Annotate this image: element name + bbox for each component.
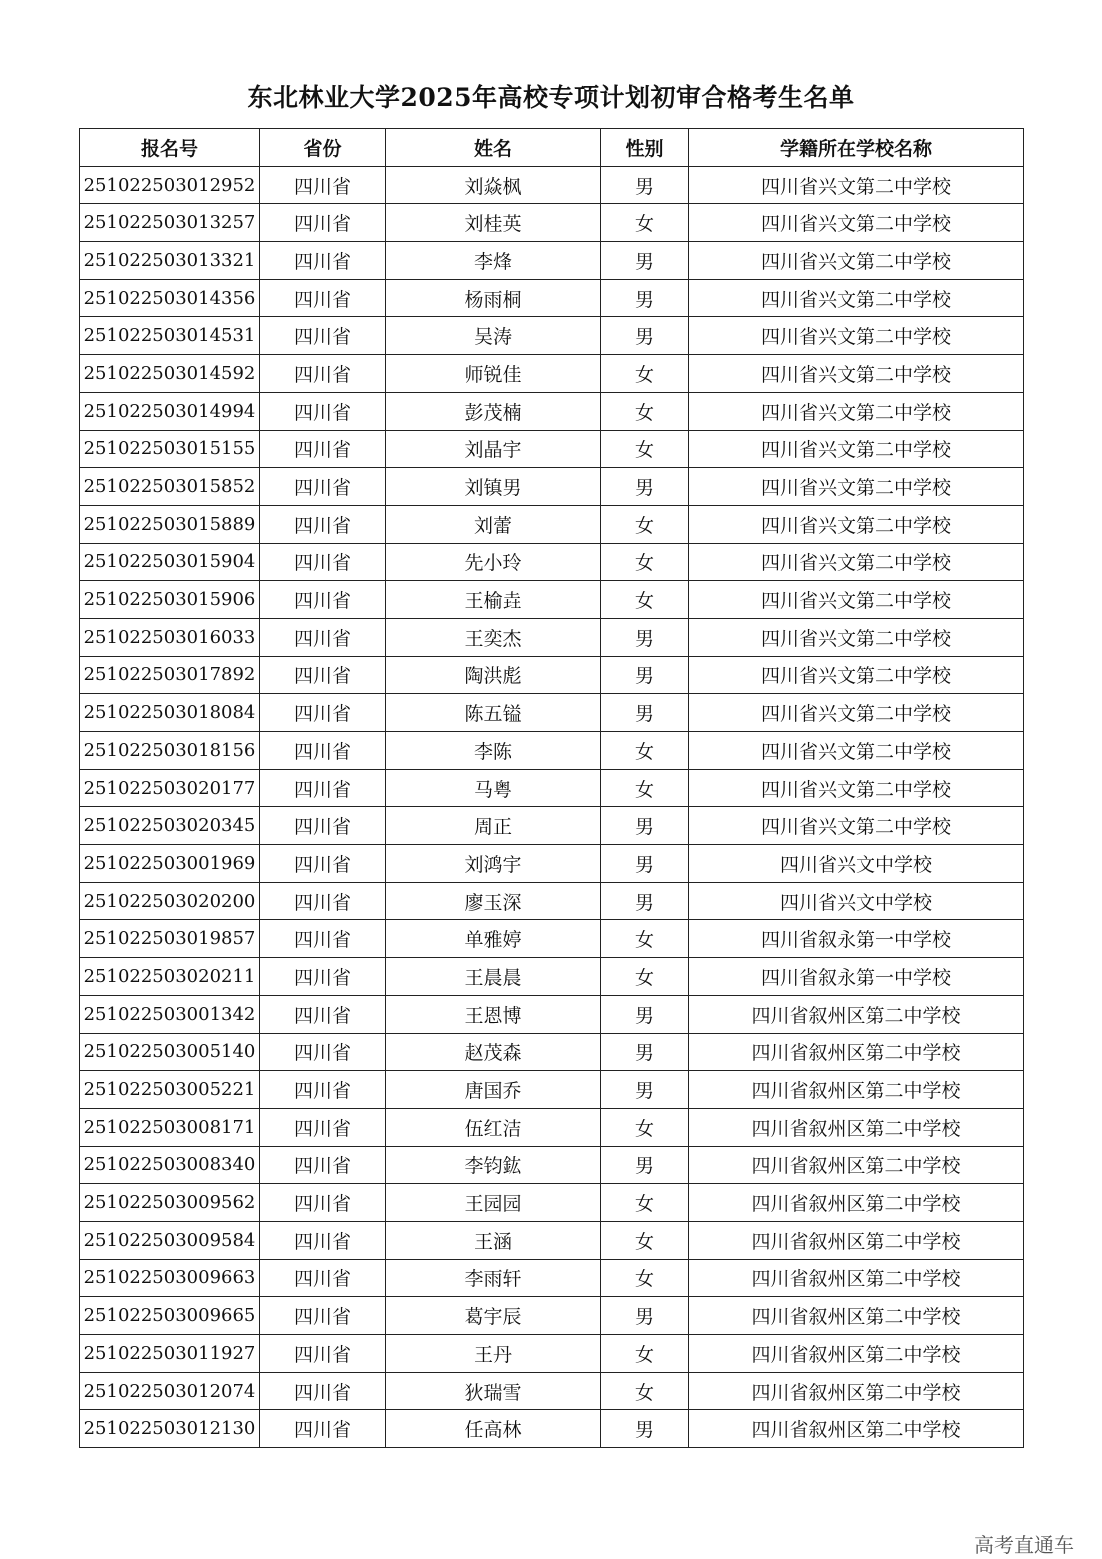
cell-school: 四川省兴文第二中学校 <box>689 543 1024 581</box>
cell-name: 刘焱枫 <box>386 166 601 204</box>
table-row <box>80 845 1024 883</box>
cell-gender: 女 <box>601 392 689 430</box>
cell-gender: 男 <box>601 279 689 317</box>
table-row <box>80 1297 1024 1335</box>
cell-school: 四川省叙州区第二中学校 <box>689 1184 1024 1222</box>
cell-gender: 女 <box>601 430 689 468</box>
cell-name: 赵茂森 <box>386 1033 601 1071</box>
cell-name: 刘桂英 <box>386 204 601 242</box>
cell-school: 四川省兴文第二中学校 <box>689 204 1024 242</box>
table-row <box>80 1184 1024 1222</box>
cell-province: 四川省 <box>260 1146 386 1184</box>
cell-registration-number: 251022503019857 <box>80 920 260 958</box>
cell-gender: 女 <box>601 1335 689 1373</box>
cell-gender: 男 <box>601 1033 689 1071</box>
cell-name: 杨雨桐 <box>386 279 601 317</box>
cell-school: 四川省叙永第一中学校 <box>689 920 1024 958</box>
cell-gender: 男 <box>601 166 689 204</box>
cell-school: 四川省兴文第二中学校 <box>689 317 1024 355</box>
cell-school: 四川省兴文第二中学校 <box>689 769 1024 807</box>
candidate-table <box>79 128 1024 1448</box>
cell-gender: 男 <box>601 694 689 732</box>
cell-school: 四川省叙州区第二中学校 <box>689 1410 1024 1448</box>
cell-school: 四川省兴文第二中学校 <box>689 392 1024 430</box>
cell-gender: 男 <box>601 468 689 506</box>
cell-province: 四川省 <box>260 958 386 996</box>
cell-school: 四川省叙州区第二中学校 <box>689 1146 1024 1184</box>
cell-registration-number: 251022503011927 <box>80 1335 260 1373</box>
cell-registration-number: 251022503005221 <box>80 1071 260 1109</box>
cell-gender: 女 <box>601 505 689 543</box>
cell-registration-number: 251022503014994 <box>80 392 260 430</box>
table-row <box>80 807 1024 845</box>
table-body <box>80 166 1024 1447</box>
cell-province: 四川省 <box>260 581 386 619</box>
cell-registration-number: 251022503009663 <box>80 1259 260 1297</box>
table-row <box>80 204 1024 242</box>
header-row <box>80 129 1024 167</box>
cell-province: 四川省 <box>260 618 386 656</box>
cell-registration-number: 251022503001342 <box>80 995 260 1033</box>
cell-province: 四川省 <box>260 995 386 1033</box>
cell-name: 李陈 <box>386 732 601 770</box>
cell-gender: 女 <box>601 1259 689 1297</box>
cell-gender: 男 <box>601 845 689 883</box>
cell-gender: 男 <box>601 317 689 355</box>
cell-registration-number: 251022503015852 <box>80 468 260 506</box>
cell-name: 吴涛 <box>386 317 601 355</box>
table-row <box>80 279 1024 317</box>
cell-school: 四川省兴文第二中学校 <box>689 242 1024 280</box>
cell-registration-number: 251022503016033 <box>80 618 260 656</box>
cell-registration-number: 251022503009665 <box>80 1297 260 1335</box>
cell-gender: 女 <box>601 769 689 807</box>
cell-name: 陶洪彪 <box>386 656 601 694</box>
table-row <box>80 1108 1024 1146</box>
cell-province: 四川省 <box>260 468 386 506</box>
table-row <box>80 1372 1024 1410</box>
cell-registration-number: 251022503009562 <box>80 1184 260 1222</box>
cell-school: 四川省兴文第二中学校 <box>689 355 1024 393</box>
table-row <box>80 1410 1024 1448</box>
cell-registration-number: 251022503008171 <box>80 1108 260 1146</box>
cell-name: 陈五镒 <box>386 694 601 732</box>
table-row <box>80 242 1024 280</box>
cell-school: 四川省兴文第二中学校 <box>689 505 1024 543</box>
cell-registration-number: 251022503020211 <box>80 958 260 996</box>
cell-name: 廖玉深 <box>386 882 601 920</box>
cell-province: 四川省 <box>260 204 386 242</box>
cell-gender: 女 <box>601 355 689 393</box>
cell-registration-number: 251022503015906 <box>80 581 260 619</box>
cell-province: 四川省 <box>260 1184 386 1222</box>
cell-gender: 女 <box>601 1108 689 1146</box>
cell-registration-number: 251022503018084 <box>80 694 260 732</box>
cell-school: 四川省兴文第二中学校 <box>689 430 1024 468</box>
cell-name: 葛宇辰 <box>386 1297 601 1335</box>
cell-school: 四川省兴文第二中学校 <box>689 618 1024 656</box>
cell-school: 四川省兴文中学校 <box>689 882 1024 920</box>
table-row <box>80 505 1024 543</box>
header-name: 姓名 <box>386 129 601 167</box>
cell-registration-number: 251022503012074 <box>80 1372 260 1410</box>
cell-name: 伍红洁 <box>386 1108 601 1146</box>
cell-registration-number: 251022503005140 <box>80 1033 260 1071</box>
table-row <box>80 656 1024 694</box>
cell-gender: 女 <box>601 1372 689 1410</box>
cell-registration-number: 251022503012130 <box>80 1410 260 1448</box>
cell-gender: 男 <box>601 995 689 1033</box>
cell-registration-number: 251022503015904 <box>80 543 260 581</box>
cell-gender: 女 <box>601 1221 689 1259</box>
table-row <box>80 1146 1024 1184</box>
cell-province: 四川省 <box>260 694 386 732</box>
cell-registration-number: 251022503013321 <box>80 242 260 280</box>
cell-province: 四川省 <box>260 242 386 280</box>
cell-province: 四川省 <box>260 1071 386 1109</box>
table-row <box>80 430 1024 468</box>
cell-school: 四川省兴文中学校 <box>689 845 1024 883</box>
cell-province: 四川省 <box>260 1372 386 1410</box>
cell-name: 先小玲 <box>386 543 601 581</box>
cell-school: 四川省叙州区第二中学校 <box>689 1108 1024 1146</box>
cell-registration-number: 251022503001969 <box>80 845 260 883</box>
cell-gender: 男 <box>601 242 689 280</box>
cell-province: 四川省 <box>260 920 386 958</box>
cell-registration-number: 251022503015155 <box>80 430 260 468</box>
cell-gender: 女 <box>601 732 689 770</box>
header-registration-number: 报名号 <box>80 129 260 167</box>
cell-name: 刘蕾 <box>386 505 601 543</box>
cell-school: 四川省兴文第二中学校 <box>689 656 1024 694</box>
cell-name: 王榆垚 <box>386 581 601 619</box>
cell-name: 刘晶宇 <box>386 430 601 468</box>
cell-name: 王恩博 <box>386 995 601 1033</box>
cell-province: 四川省 <box>260 807 386 845</box>
cell-province: 四川省 <box>260 732 386 770</box>
cell-gender: 女 <box>601 581 689 619</box>
cell-province: 四川省 <box>260 1259 386 1297</box>
cell-name: 唐国乔 <box>386 1071 601 1109</box>
cell-school: 四川省兴文第二中学校 <box>689 732 1024 770</box>
table-row <box>80 355 1024 393</box>
cell-name: 李烽 <box>386 242 601 280</box>
cell-registration-number: 251022503008340 <box>80 1146 260 1184</box>
table-row <box>80 468 1024 506</box>
cell-school: 四川省兴文第二中学校 <box>689 694 1024 732</box>
watermark-text: 高考直通车 <box>974 1533 1074 1557</box>
table-row <box>80 882 1024 920</box>
header-school: 学籍所在学校名称 <box>689 129 1024 167</box>
cell-name: 任高林 <box>386 1410 601 1448</box>
cell-school: 四川省叙州区第二中学校 <box>689 1297 1024 1335</box>
cell-province: 四川省 <box>260 543 386 581</box>
table-row <box>80 543 1024 581</box>
cell-name: 刘鸿宇 <box>386 845 601 883</box>
cell-school: 四川省兴文第二中学校 <box>689 279 1024 317</box>
cell-province: 四川省 <box>260 1335 386 1373</box>
cell-school: 四川省叙州区第二中学校 <box>689 1372 1024 1410</box>
cell-gender: 女 <box>601 920 689 958</box>
table-row <box>80 732 1024 770</box>
cell-province: 四川省 <box>260 505 386 543</box>
cell-province: 四川省 <box>260 166 386 204</box>
cell-province: 四川省 <box>260 1108 386 1146</box>
table-row <box>80 392 1024 430</box>
cell-registration-number: 251022503014356 <box>80 279 260 317</box>
header-gender: 性别 <box>601 129 689 167</box>
cell-school: 四川省叙州区第二中学校 <box>689 1259 1024 1297</box>
cell-school: 四川省叙州区第二中学校 <box>689 995 1024 1033</box>
table-row <box>80 1221 1024 1259</box>
cell-province: 四川省 <box>260 882 386 920</box>
cell-name: 李钧鈜 <box>386 1146 601 1184</box>
cell-school: 四川省兴文第二中学校 <box>689 468 1024 506</box>
table-header <box>80 129 1024 167</box>
table-row <box>80 1071 1024 1109</box>
cell-province: 四川省 <box>260 1297 386 1335</box>
cell-registration-number: 251022503020345 <box>80 807 260 845</box>
cell-school: 四川省兴文第二中学校 <box>689 581 1024 619</box>
table-row <box>80 166 1024 204</box>
cell-name: 马粤 <box>386 769 601 807</box>
table-row <box>80 1033 1024 1071</box>
cell-province: 四川省 <box>260 845 386 883</box>
cell-school: 四川省叙永第一中学校 <box>689 958 1024 996</box>
cell-gender: 男 <box>601 656 689 694</box>
table-row <box>80 581 1024 619</box>
cell-gender: 男 <box>601 618 689 656</box>
table-row <box>80 920 1024 958</box>
table-row <box>80 618 1024 656</box>
cell-gender: 男 <box>601 1410 689 1448</box>
cell-registration-number: 251022503020177 <box>80 769 260 807</box>
cell-registration-number: 251022503017892 <box>80 656 260 694</box>
page-title: 东北林业大学2025年高校专项计划初审合格考生名单 <box>247 83 855 112</box>
cell-gender: 男 <box>601 807 689 845</box>
cell-registration-number: 251022503014592 <box>80 355 260 393</box>
table-row <box>80 1335 1024 1373</box>
cell-name: 王涵 <box>386 1221 601 1259</box>
cell-province: 四川省 <box>260 656 386 694</box>
cell-name: 王园园 <box>386 1184 601 1222</box>
cell-province: 四川省 <box>260 1410 386 1448</box>
cell-school: 四川省叙州区第二中学校 <box>689 1335 1024 1373</box>
cell-school: 四川省叙州区第二中学校 <box>689 1033 1024 1071</box>
cell-registration-number: 251022503013257 <box>80 204 260 242</box>
table-row <box>80 1259 1024 1297</box>
cell-gender: 男 <box>601 882 689 920</box>
table-row <box>80 317 1024 355</box>
cell-province: 四川省 <box>260 1033 386 1071</box>
cell-province: 四川省 <box>260 1221 386 1259</box>
cell-name: 彭茂楠 <box>386 392 601 430</box>
cell-school: 四川省叙州区第二中学校 <box>689 1221 1024 1259</box>
cell-registration-number: 251022503015889 <box>80 505 260 543</box>
cell-registration-number: 251022503012952 <box>80 166 260 204</box>
cell-name: 李雨轩 <box>386 1259 601 1297</box>
cell-registration-number: 251022503018156 <box>80 732 260 770</box>
cell-name: 周正 <box>386 807 601 845</box>
cell-gender: 女 <box>601 543 689 581</box>
table-row <box>80 694 1024 732</box>
cell-name: 刘镇男 <box>386 468 601 506</box>
cell-registration-number: 251022503020200 <box>80 882 260 920</box>
cell-registration-number: 251022503014531 <box>80 317 260 355</box>
cell-name: 王晨晨 <box>386 958 601 996</box>
cell-province: 四川省 <box>260 317 386 355</box>
table-row <box>80 995 1024 1033</box>
table-row <box>80 769 1024 807</box>
cell-gender: 女 <box>601 1184 689 1222</box>
cell-gender: 男 <box>601 1071 689 1109</box>
cell-gender: 男 <box>601 1146 689 1184</box>
cell-province: 四川省 <box>260 392 386 430</box>
cell-name: 王丹 <box>386 1335 601 1373</box>
cell-gender: 女 <box>601 958 689 996</box>
cell-province: 四川省 <box>260 279 386 317</box>
cell-name: 王奕杰 <box>386 618 601 656</box>
cell-province: 四川省 <box>260 355 386 393</box>
cell-name: 狄瑞雪 <box>386 1372 601 1410</box>
cell-province: 四川省 <box>260 769 386 807</box>
cell-gender: 男 <box>601 1297 689 1335</box>
cell-registration-number: 251022503009584 <box>80 1221 260 1259</box>
table-row <box>80 958 1024 996</box>
cell-school: 四川省兴文第二中学校 <box>689 166 1024 204</box>
cell-gender: 女 <box>601 204 689 242</box>
cell-school: 四川省叙州区第二中学校 <box>689 1071 1024 1109</box>
cell-school: 四川省兴文第二中学校 <box>689 807 1024 845</box>
header-province: 省份 <box>260 129 386 167</box>
cell-name: 师锐佳 <box>386 355 601 393</box>
cell-province: 四川省 <box>260 430 386 468</box>
cell-name: 单雅婷 <box>386 920 601 958</box>
